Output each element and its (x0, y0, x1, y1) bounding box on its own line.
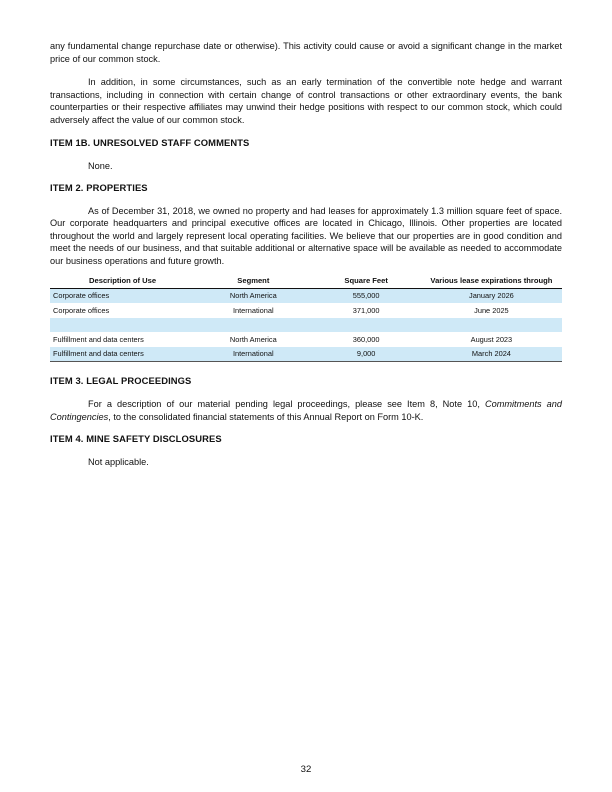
cell-square-feet: 555,000 (312, 288, 421, 303)
cell-expiration: June 2025 (474, 305, 509, 315)
cell-segment: International (195, 347, 311, 362)
column-header-segment: Segment (195, 274, 311, 289)
table-row (50, 303, 562, 318)
cell-segment (195, 318, 311, 333)
table-row (50, 347, 562, 362)
cell-square-feet: 9,000 (312, 347, 421, 362)
heading-item-4: ITEM 4. MINE SAFETY DISCLOSURES (50, 433, 222, 445)
cell-description: Fulfillment and data centers (50, 347, 195, 362)
page-number: 32 (300, 764, 312, 775)
heading-item-1b: ITEM 1B. UNRESOLVED STAFF COMMENTS (50, 136, 250, 148)
table-row (50, 288, 562, 303)
item-4-body: Not applicable. (88, 457, 149, 468)
cell-square-feet: 371,000 (352, 305, 380, 315)
table-row (50, 332, 562, 347)
heading-item-2: ITEM 2. PROPERTIES (50, 181, 148, 193)
cell-expiration: January 2026 (421, 288, 562, 303)
legal-text-italic: Commitments and Contingencies (50, 399, 562, 422)
legal-text-suffix: , to the consolidated financial statements of this Annual Report on Form 10-K. (108, 411, 424, 422)
paragraph-legal-proceedings (50, 398, 562, 423)
cell-square-feet: 360,000 (352, 334, 380, 344)
cell-description: Corporate offices (53, 305, 110, 315)
cell-expiration: August 2023 (470, 334, 513, 344)
item-1b-body: None. (88, 160, 113, 171)
document-page (50, 40, 562, 468)
table-header-row (50, 274, 562, 289)
cell-segment: North America (195, 288, 311, 303)
cell-description: Corporate offices (50, 288, 195, 303)
cell-expiration (421, 318, 562, 333)
table-row-spacer (50, 318, 562, 333)
cell-segment: North America (229, 334, 277, 344)
legal-text-prefix: For a description of our material pending legal proceedings, please see Item 8, Note 10, (88, 399, 480, 410)
paragraph-hedge-unwind: In addition, in some circumstances, such as an early termination of the convertible note hedge and warrant transactions, including in connection with certain change of control transactions or other extraordinary events, the bank counterparties or their respective affiliates may unwind their hedge positions with respect to our common stock, which could adversely affect the value of our common stock. (50, 77, 562, 125)
cell-description (50, 318, 195, 333)
column-header-lease-expiration: Various lease expirations through (421, 274, 562, 289)
cell-segment: International (232, 305, 274, 315)
column-header-square-feet: Square Feet (312, 274, 421, 289)
properties-table (50, 274, 562, 363)
paragraph-repurchase: any fundamental change repurchase date or otherwise). This activity could cause or avoid a significant change in the market price of our common stock. (50, 41, 562, 64)
column-header-description: Description of Use (50, 274, 195, 289)
cell-expiration: March 2024 (421, 347, 562, 362)
paragraph-properties: As of December 31, 2018, we owned no property and had leases for approximately 1.3 million square feet of space. Our corporate headquarters and principal executive offices are located in Chicago, Illinois. Other properties are located throughout the world and largely represent local operating facilities. We believe that our properties are in good condition and meet the needs of our business, and that suitable additional or alternative space will be available as needed to accommodate our business operations and future growth. (50, 205, 562, 266)
cell-square-feet (312, 318, 421, 333)
cell-description: Fulfillment and data centers (53, 334, 144, 344)
heading-item-3: ITEM 3. LEGAL PROCEEDINGS (50, 375, 192, 387)
